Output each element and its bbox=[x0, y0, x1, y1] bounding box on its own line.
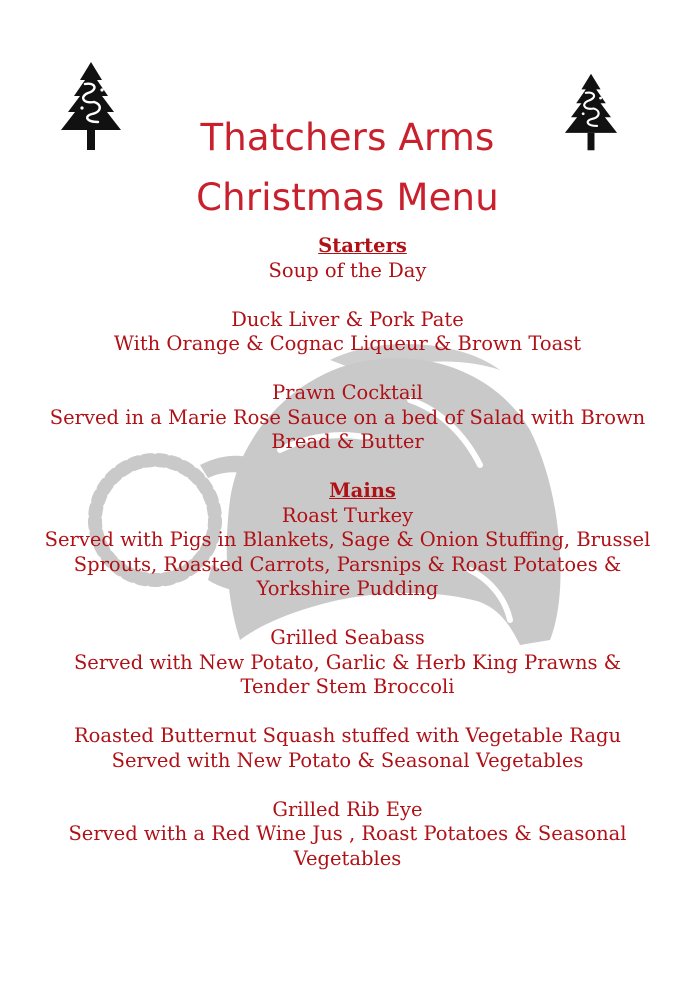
dish-description: Served with New Potato, Garlic & Herb King Prawns & bbox=[73, 650, 622, 674]
menu-body bbox=[0, 234, 695, 896]
dish-name: Prawn Cocktail bbox=[272, 381, 423, 404]
dish-description: Vegetables bbox=[293, 846, 402, 870]
dish-name: Duck Liver & Pork Pate bbox=[231, 307, 464, 331]
dish-description: Served with Pigs in Blankets, Sage & Onion Stuffing, Brussel bbox=[44, 528, 651, 551]
dish-description: Bread & Butter bbox=[271, 430, 424, 453]
dish-item bbox=[0, 798, 695, 872]
dish-description: Tender Stem Broccoli bbox=[240, 675, 455, 698]
dish-description: Served with a Red Wine Jus , Roast Potatoes & Seasonal bbox=[68, 822, 627, 845]
dish-name: Grilled Seabass bbox=[270, 626, 425, 649]
dish-item bbox=[0, 504, 695, 602]
menu-title-line-1: Thatchers Arms bbox=[200, 116, 495, 159]
dish-item bbox=[0, 724, 695, 773]
dish-name: Roasted Butternut Squash stuffed with Vegetable Ragu bbox=[73, 724, 622, 747]
dish-item bbox=[0, 381, 695, 455]
dish-description: Served in a Marie Rose Sauce on a bed of Salad with Brown bbox=[49, 405, 646, 429]
dish-name: Grilled Rib Eye bbox=[272, 797, 423, 821]
section-heading: Mains bbox=[329, 479, 396, 502]
dish-item bbox=[0, 308, 695, 357]
dish-item bbox=[0, 626, 695, 700]
section-starters bbox=[0, 234, 695, 455]
dish-item bbox=[0, 259, 695, 284]
dish-description: With Orange & Cognac Liqueur & Brown Toast bbox=[113, 332, 582, 355]
dish-name: Roast Turkey bbox=[281, 503, 414, 527]
dish-name: Soup of the Day bbox=[268, 258, 427, 282]
menu-title-line-2: Christmas Menu bbox=[196, 176, 499, 219]
section-heading: Starters bbox=[318, 234, 407, 257]
dish-description: Served with New Potato & Seasonal Vegetables bbox=[111, 748, 584, 772]
dish-description: Yorkshire Pudding bbox=[256, 577, 439, 600]
dish-description: Sprouts, Roasted Carrots, Parsnips & Roast Potatoes & bbox=[73, 552, 622, 576]
section-mains bbox=[0, 479, 695, 871]
